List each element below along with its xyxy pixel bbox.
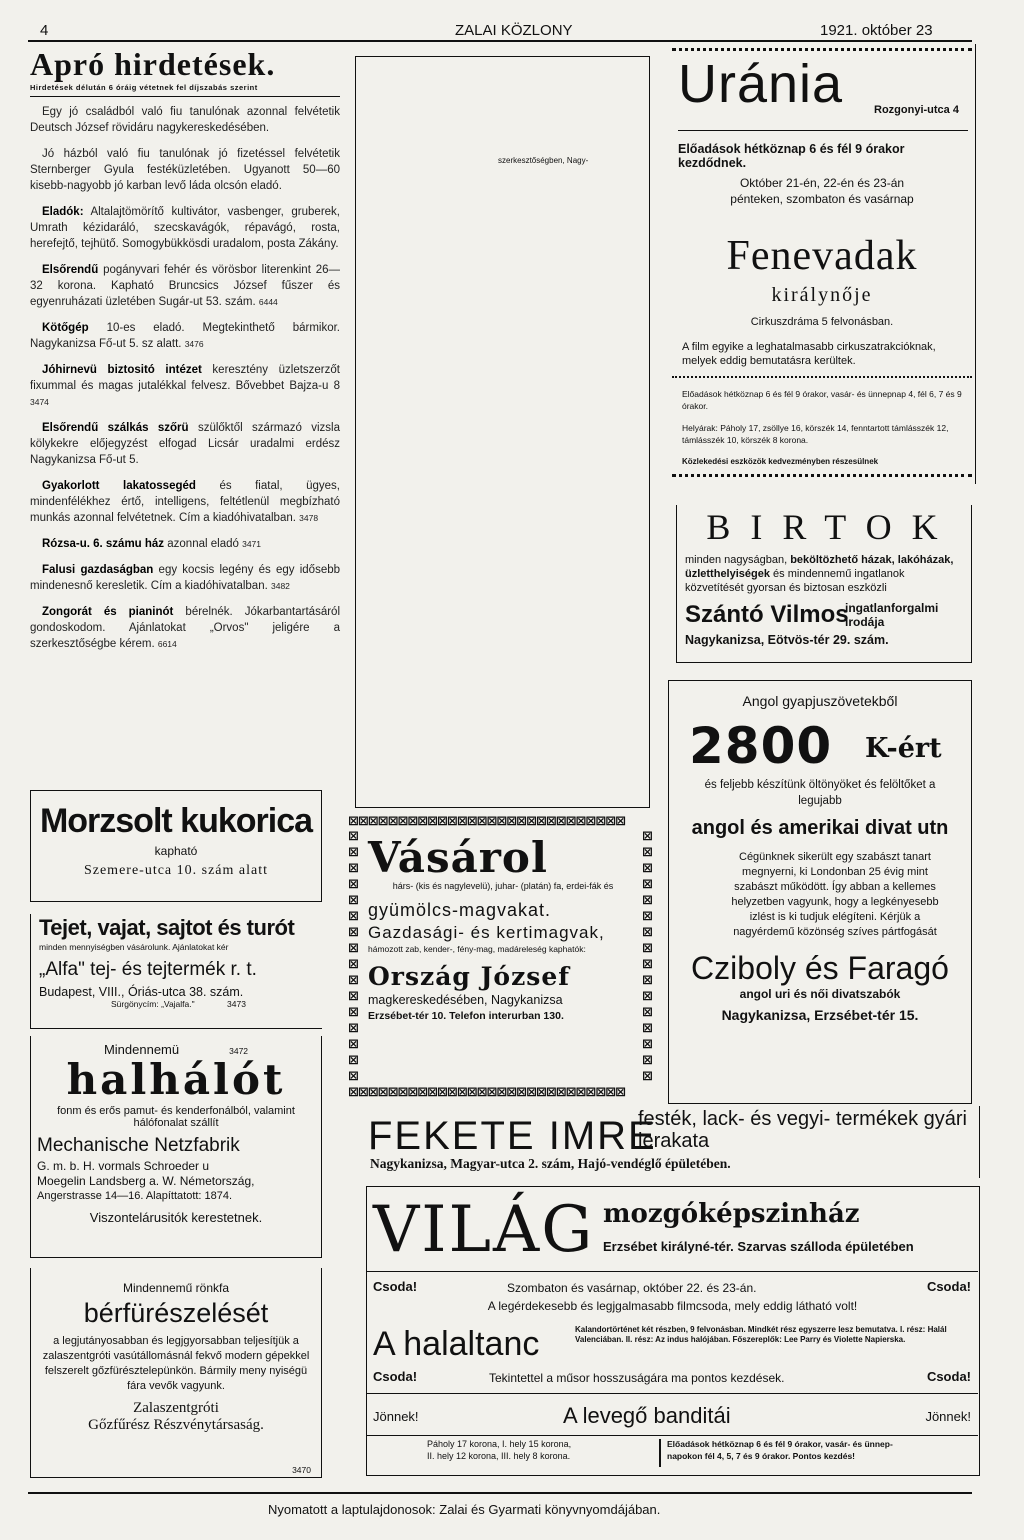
ad-vizsla-puppies: Elsőrendű szálkás szőrü szülőktől származó vizsla kölykekre előjegyzést elfogad Licsár uradalmi erdész Nagykanizsa Fő-ut 5. bbox=[30, 422, 341, 466]
ad-fishing-net bbox=[30, 1036, 322, 1258]
net-desc: fonm és erős pamut- és kenderfonálból, valamint hálófonalat szállít bbox=[57, 1105, 295, 1129]
dots-top bbox=[672, 48, 972, 53]
ad-apprentice-deutsch: Egy jó családból való fiu tanulónak azonnal felvétetik Deutsch József rövidáru nagykereskedésében. bbox=[30, 106, 340, 134]
angol-firm: Cziboly és Faragó bbox=[691, 950, 949, 986]
vilag-film-desc: Kalandortörténet két részben, 9 felvonásban. Mindkét rész egyszerre lesz bemutatva. I. rész: Halál Valenciában. II. rész: Az indus halójában. Főszereplők: Lee Parry és Violette Napierska. bbox=[575, 1325, 947, 1344]
ad-orszag-jozsef bbox=[348, 815, 654, 1099]
urania-street: Rozgonyi-utca 4 bbox=[874, 104, 959, 116]
net-address-1: G. m. b. H. vormals Schroeder u bbox=[37, 1159, 210, 1173]
vasarol-name: Ország József bbox=[368, 962, 571, 991]
corn-title: Morzsolt kukorica bbox=[39, 802, 313, 840]
vilag-address: Erzsébet királyné-tér. Szarvas szálloda épületében bbox=[603, 1239, 914, 1254]
border-left: ⊠ ⊠ ⊠ ⊠ ⊠ ⊠ ⊠ ⊠ ⊠ ⊠ ⊠ ⊠ ⊠ ⊠ ⊠ ⊠ bbox=[348, 829, 358, 1084]
urania-info-transport: Közlekedési eszközök kedvezményben részesülnek bbox=[682, 457, 879, 466]
csoda-3: Csoda! bbox=[373, 1369, 418, 1384]
birtok-title: BIRTOK bbox=[706, 507, 958, 547]
vilag-dates: Szombaton és vasárnap, október 22. és 23-án. bbox=[507, 1281, 757, 1295]
newspaper-title: ZALAI KÖZLONY bbox=[455, 22, 573, 39]
dairy-line: minden mennyiségben vásárolunk. Ajánlatokat kér bbox=[39, 942, 229, 952]
vilag-notice: Tekintettel a műsor hosszuságára ma pontos kezdések. bbox=[489, 1371, 785, 1385]
vilag-prices-1: Páholy 17 korona, I. hely 15 korona, bbox=[427, 1439, 572, 1449]
csoda-4: Csoda! bbox=[926, 1369, 971, 1384]
net-company: Mechanische Netzfabrik bbox=[37, 1135, 240, 1156]
vilag-prices-2: II. hely 12 korona, III. hely 8 korona. bbox=[427, 1451, 571, 1461]
middle-box-text: szerkesztőségben, Nagy- bbox=[498, 156, 589, 165]
urania-film-title: Fenevadak bbox=[726, 233, 918, 279]
vasarol-seeds: gyümölcs-magvakat. bbox=[368, 900, 552, 920]
border-bottom: ⊠⊠⊠⊠⊠⊠⊠⊠⊠⊠⊠⊠⊠⊠⊠⊠⊠⊠⊠⊠⊠⊠⊠⊠⊠⊠⊠⊠ bbox=[348, 1086, 625, 1099]
vasarol-title: Vásárol bbox=[368, 833, 548, 882]
urania-description: A film egyike a leghatalmasabb cirkuszatrakcióknak, melyek eddig bemutatásra kerültek. bbox=[682, 341, 936, 367]
jonnek-1: Jönnek! bbox=[373, 1409, 419, 1424]
ad-insurance: Jóhirnevü biztositó intézet keresztény üzletszerzőt fixummal és magas jutalékkal felvesz. Bővebbet Bajza-u 8 3474 bbox=[30, 364, 340, 407]
ad-farm-workers: Falusi gazdaságban egy kocsis legény és egy idősebb mindenesnő keresletik. Cím a kiadóhivatalban. 3482 bbox=[30, 564, 341, 592]
ad-machines: Eladók: Altalajtömörítő kultivátor, vasbenger, gruberek, Umrath kézidaráló, szecskavágók, répavágó, rosta, herefejtő, tejhütő. Somogybükkösdi uradalom, posta Zákány. bbox=[30, 206, 340, 250]
vasarol-address: Erzsébet-tér 10. Telefon interurban 130. bbox=[368, 1010, 564, 1022]
net-intro: Mindennemü 3472 bbox=[103, 1042, 249, 1057]
birtok-address: Nagykanizsa, Eötvös-tér 29. szám. bbox=[685, 633, 889, 647]
sawmill-title: bérfürészelését bbox=[83, 1298, 269, 1328]
ad-wine: Elsőrendű pogányvari fehér és vörösbor literenkint 26—32 korona. Kapható Bruncsics József fűszer és egyenruházati üzletében Sugár-ut 53. szám. 6444 bbox=[30, 264, 341, 308]
dairy-company: „Alfa" tej- és tejtermék r. t. bbox=[39, 959, 257, 980]
ad-sawmill bbox=[30, 1268, 322, 1478]
sawmill-firm-2: Gőzfűrész Részvénytársaság. bbox=[88, 1417, 264, 1433]
ad-cziboly-farago bbox=[668, 680, 972, 1104]
ad-alfa-dairy bbox=[30, 914, 322, 1029]
jonnek-2: Jönnek! bbox=[925, 1409, 971, 1424]
ad-urania-cinema bbox=[668, 44, 976, 484]
csoda-2: Csoda! bbox=[926, 1279, 971, 1294]
urania-title: Uránia bbox=[678, 54, 844, 114]
urania-dates: Október 21-én, 22-én és 23-án bbox=[739, 176, 905, 190]
angol-intro: Angol gyapjuszövetekből bbox=[742, 693, 898, 709]
ad-piano: Zongorát és pianinót bérelnék. Jókarbantartásáról gondoskodom. Ajánlatokat „Orvos" jeligére a szerkesztőségbe kérem. 6614 bbox=[30, 606, 340, 650]
sawmill-firm-1: Zalaszentgróti bbox=[133, 1400, 219, 1416]
ad-house-sale: Rózsa-u. 6. számu ház azonnal eladó 3471 bbox=[42, 538, 262, 550]
angol-subtitle: angol uri és női divatszabók bbox=[739, 987, 901, 1001]
angol-offer: és feljebb készítünk öltönyöket és felöltőket a legujabb bbox=[704, 779, 936, 807]
birtok-agent: Szántó Vilmos ingatlanforgalmi irodája bbox=[685, 601, 939, 629]
border-top: ⊠⊠⊠⊠⊠⊠⊠⊠⊠⊠⊠⊠⊠⊠⊠⊠⊠⊠⊠⊠⊠⊠⊠⊠⊠⊠⊠⊠ bbox=[348, 815, 625, 828]
middle-empty-box bbox=[355, 56, 650, 808]
vasarol-desc: hárs- (kis és nagylevelü), juhar- (platán) fa, erdei-fák és bbox=[392, 881, 614, 891]
classified-subtitle: Hirdetések délután 6 óráig vétetnek fel díjszabás szerint bbox=[30, 83, 258, 92]
net-address-3: Angerstrasse 14—16. Alapíttatott: 1874. bbox=[37, 1190, 233, 1202]
ad-fekete-imre bbox=[366, 1106, 980, 1178]
fekete-address: Nagykanizsa, Magyar-utca 2. szám, Hajó-vendéglő épületében. bbox=[370, 1156, 731, 1171]
vasarol-extra: hámozott zab, kender-, fény-mag, madáreleség kaphatók: bbox=[368, 944, 586, 954]
net-address-2: Moegelin Landsberg a. W. Németország, bbox=[37, 1174, 255, 1188]
vilag-times-1: Előadások hétköznap 6 és fél 9 órakor, vasár- és ünnep- bbox=[667, 1439, 893, 1449]
sawmill-intro: Mindennemű rönkfa bbox=[122, 1281, 230, 1295]
sawmill-body: a legjutányosabban és legjgyorsabban teljesítjük a zalaszentgróti vasútállomásnál fekvő modern gépekkel felszerelt gőzfürésztelepünkön. Bármily meny nyiségü fára vevők vagyunk. bbox=[42, 1335, 310, 1392]
urania-show-times: Előadások hétköznap 6 és fél 9 órakor kezdődnek. bbox=[678, 142, 905, 170]
printer-footer: Nyomatott a laptulajdonosok: Zalai és Gyarmati könyvnyomdájában. bbox=[268, 1502, 661, 1517]
csoda-1: Csoda! bbox=[373, 1279, 418, 1294]
angol-address: Nagykanizsa, Erzsébet-tér 15. bbox=[721, 1007, 919, 1023]
net-resellers: Viszontelárusitók kerestetnek. bbox=[89, 1210, 263, 1225]
ad-knitting-machine: Kötőgép 10-es eladó. Megtekinthető bármikor. Nagykanizsa Fő-ut 5. sz alatt. 3476 bbox=[30, 322, 340, 350]
ad-vilag-cinema bbox=[366, 1186, 980, 1476]
dairy-address: Budapest, VIII., Óriás-utca 38. szám. bbox=[39, 985, 244, 999]
corn-address: Szemere-utca 10. szám alatt bbox=[83, 863, 269, 878]
ad-birtok bbox=[676, 505, 972, 663]
sawmill-number: 3470 bbox=[292, 1465, 311, 1475]
birtok-body: minden nagyságban, beköltözhető házak, lakóházak, üzletthelyiségek és mindennemű ingatlanok közvetítését gyorsan és biztosan eszközli bbox=[685, 554, 954, 594]
vilag-promo: A legérdekesebb és legjgalmasabb filmcsoda, mely eddig látható volt! bbox=[487, 1299, 858, 1313]
urania-film-subtitle: királynője bbox=[771, 284, 873, 306]
vilag-film: A halaltanc bbox=[373, 1325, 540, 1363]
angol-price: 2800 K-ért bbox=[689, 717, 942, 775]
angol-body: Cégünknek sikerült egy szabászt tanart megnyerni, ki Londonban 25 évig mint szabászt működött. Így abban a kellemes helyzetben vagyunk, hogy a legkényesebb izlést is ki tudjuk elégíteni. Kérjük a nagyérdemű közönség szíves pártfogását bbox=[731, 851, 939, 938]
vasarol-garden: Gazdasági- és kertimagvak, bbox=[368, 923, 605, 942]
urania-info-prices: Helyárak: Páholy 17, zsöllye 16, körszék 14, fenntartott támlásszék 12, támlásszék 10, körszék 8 korona. bbox=[682, 423, 949, 445]
page-number: 4 bbox=[40, 22, 49, 39]
header-rule bbox=[28, 40, 972, 42]
corn-available: kapható bbox=[154, 844, 198, 858]
urania-info-times: Előadások hétköznap 6 és fél 9 órakor, vasár- és ünnepnap 4, fél 6, 7 és 9 órakor. bbox=[682, 389, 962, 411]
urania-genre: Cirkuszdráma 5 felvonásban. bbox=[750, 316, 894, 328]
ad-locksmith: Gyakorlott lakatossegéd és fiatal, ügyes, mindenfélékhez értő, intelligens, feltétlenül megbízható munkás azonnal felvétetnek. Cím a kiadóhivatalban. 3478 bbox=[30, 480, 340, 524]
vasarol-firm: magkereskedésében, Nagykanizsa bbox=[368, 993, 563, 1007]
ad-corn bbox=[30, 790, 322, 902]
fekete-name: FEKETE IMRE bbox=[368, 1114, 657, 1158]
vilag-coming-film: A levegő banditái bbox=[563, 1403, 731, 1428]
vilag-times-2: napokon fél 4, 5, 7 és 9 órakor. Pontos kezdés! bbox=[667, 1451, 856, 1461]
classified-list bbox=[30, 104, 340, 652]
classified-column bbox=[30, 46, 340, 93]
border-right: ⊠ ⊠ ⊠ ⊠ ⊠ ⊠ ⊠ ⊠ ⊠ ⊠ ⊠ ⊠ ⊠ ⊠ ⊠ ⊠ bbox=[642, 829, 652, 1084]
angol-fashion: angol és amerikai divat utn bbox=[691, 817, 949, 839]
fekete-description: festék, lack- és vegyi- termékek gyári lerakata bbox=[638, 1108, 967, 1152]
dairy-telegram: Sürgönycím: „Vajalfa." 3473 bbox=[111, 999, 246, 1009]
vilag-name: VILÁG bbox=[373, 1193, 595, 1267]
ad-apprentice-sternberger: Jó házból való fiu tanulónak jó fizetéssel felvétetik Sternberger Gyula festéküzletében. Ugyanott 50—60 kisebb-nagyobb jó karban levő láda olcsón eladó. bbox=[30, 148, 340, 192]
dairy-title: Tejet, vajat, sajtot és turót bbox=[39, 915, 295, 940]
vilag-description: mozgóképszinház bbox=[603, 1199, 860, 1229]
classified-title: Apró hirdetések. bbox=[30, 46, 276, 82]
urania-days: pénteken, szombaton és vasárnap bbox=[730, 192, 914, 206]
net-title: halhálót bbox=[66, 1055, 286, 1104]
issue-date: 1921. október 23 bbox=[820, 22, 933, 39]
